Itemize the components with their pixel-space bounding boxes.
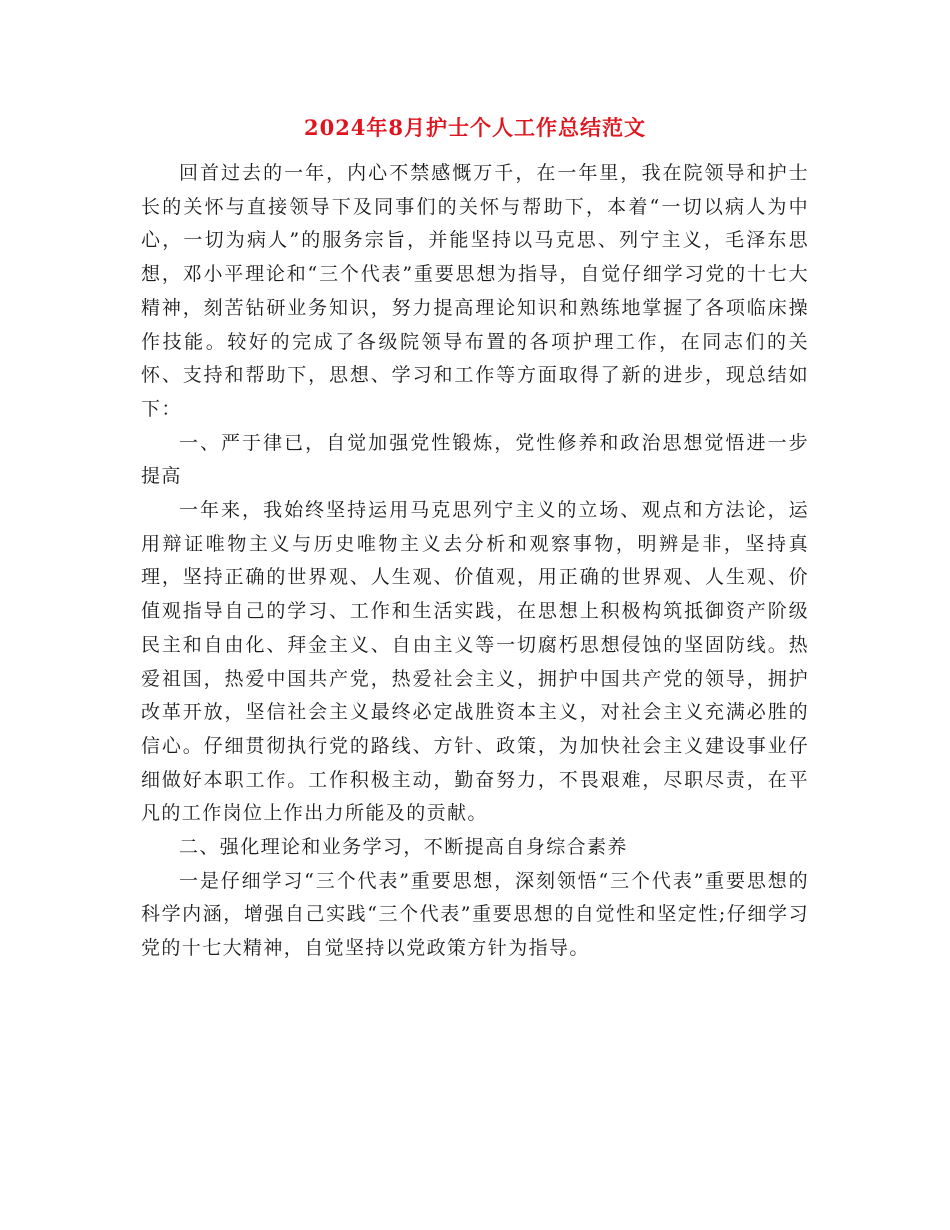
section-heading-2: 二、强化理论和业务学习，不断提高自身综合素养 — [179, 836, 628, 859]
document-body — [141, 157, 809, 966]
section-heading-1: 一、严于律已，自觉加强党性锻炼，党性修养和政治思想觉悟进一步提高 — [141, 431, 809, 488]
paragraph-intro: 回首过去的一年，内心不禁感慨万千，在一年里，我在院领导和护士长的关怀与直接领导下及同事们的关怀与帮助下，本着“一切以病人为中心，一切为病人”的服务宗旨，并能坚持以马克思、列宁主义，毛泽东思想，邓小平理论和“三个代表”重要思想为指导，自觉仔细学习党的十七大精神，刻苦钻研业务知识，努力提高理论知识和熟练地掌握了各项临床操作技能。较好的完成了各级院领导布置的各项护理工作，在同志们的关怀、支持和帮助下，思想、学习和工作等方面取得了新的进步，现总结如下： — [141, 162, 809, 420]
paragraph-section-1: 一年来，我始终坚持运用马克思列宁主义的立场、观点和方法论，运用辩证唯物主义与历史唯物主义去分析和观察事物，明辨是非，坚持真理，坚持正确的世界观、人生观、价值观，用正确的世界观、人生观、价值观指导自己的学习、工作和生活实践，在思想上积极构筑抵御资产阶级民主和自由化、拜金主义、自由主义等一切腐朽思想侵蚀的坚固防线。热爱祖国，热爱中国共产党，热爱社会主义，拥护中国共产党的领导，拥护改革开放，坚信社会主义最终必定战胜资本主义，对社会主义充满必胜的信心。仔细贯彻执行党的路线、方针、政策，为加快社会主义建设事业仔细做好本职工作。工作积极主动，勤奋努力，不畏艰难，尽职尽责，在平凡的工作岗位上作出力所能及的贡献。 — [141, 499, 809, 825]
paragraph-section-2: 一是仔细学习“三个代表”重要思想，深刻领悟“三个代表”重要思想的科学内涵，增强自己实践“三个代表”重要思想的自觉性和坚定性;仔细学习党的十七大精神，自觉坚持以党政策方针为指导。 — [141, 869, 809, 960]
document-title: 2024年8月护士个人工作总结范文 — [303, 115, 647, 140]
